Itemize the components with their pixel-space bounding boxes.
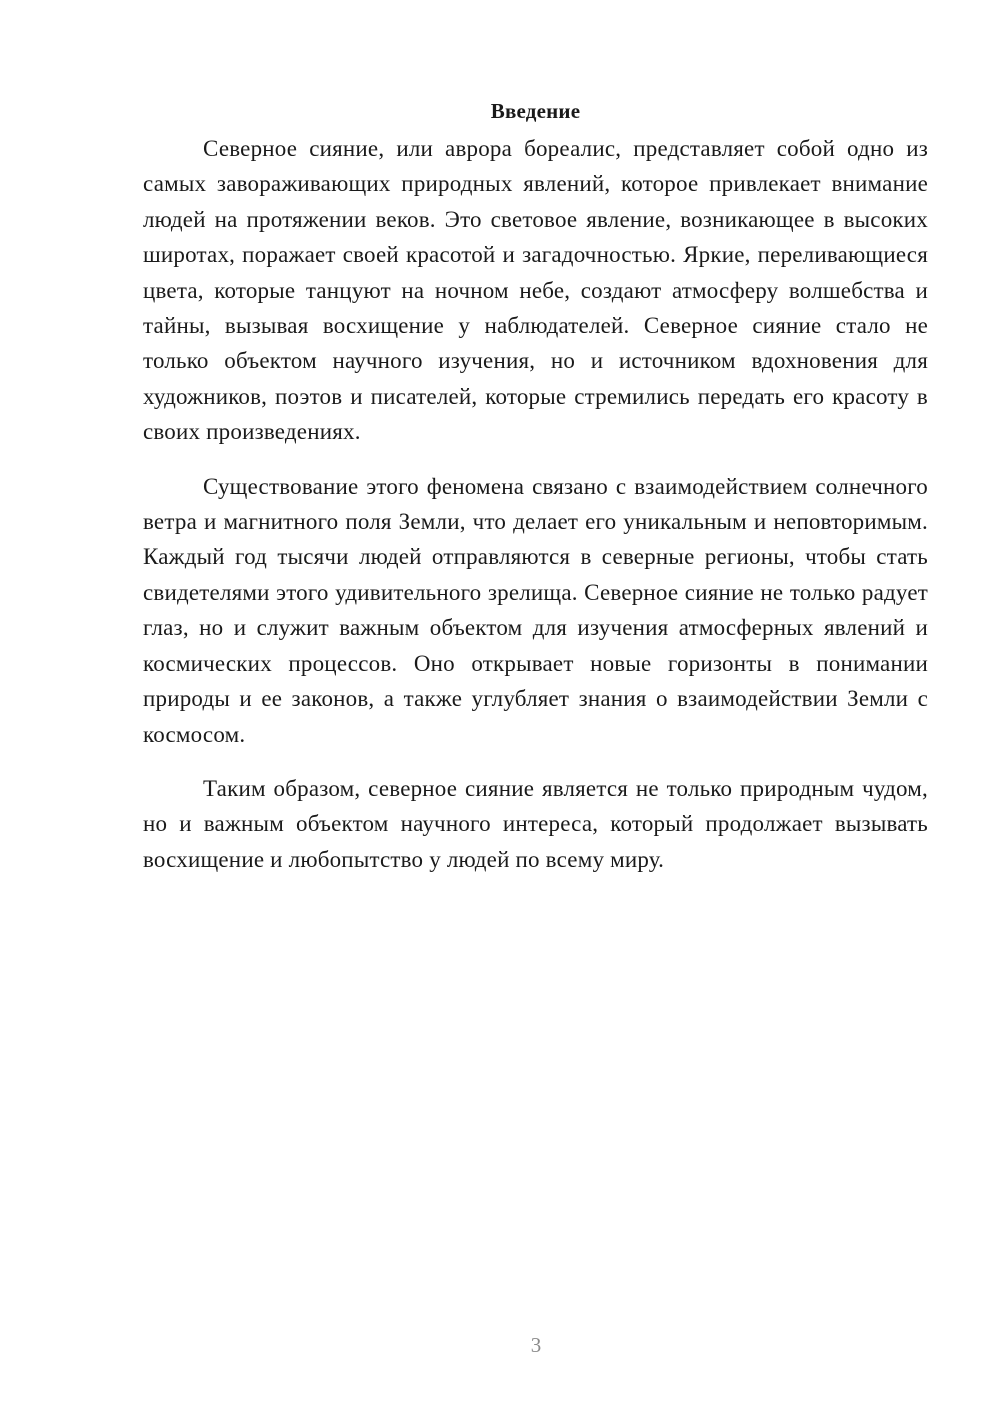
page-number: 3 [530,1333,542,1357]
paragraph-1: Северное сияние, или аврора бореалис, представляет собой одно из самых завораживающих природных явлений, которое привлекает внимание людей на протяжении веков. Это световое явление, возникающее в высоких широтах, поражает своей красотой и загадочностью. Яркие, переливающиеся цвета, которые танцуют на ночном небе, создают атмосферу волшебства и тайны, вызывая восхищение у наблюдателей. Северное сияние стало не только объектом научного изучения, но и источником вдохновения для художников, поэтов и писателей, которые стремились передать его красоту в своих произведениях. [143,136,928,445]
paragraph-2: Существование этого феномена связано с взаимодействием солнечного ветра и магнитного поля Земли, что делает его уникальным и неповторимым. Каждый год тысячи людей отправляются в северные регионы, чтобы стать свидетелями этого удивительного зрелища. Северное сияние не только радует глаз, но и служит важным объектом для изучения атмосферных явлений и космических процессов. Оно открывает новые горизонты в понимании природы и ее законов, а также углубляет знания о взаимодействии Земли с космосом. [143,473,928,747]
page-content [143,94,928,896]
section-heading: Введение [490,99,581,123]
paragraph-3: Таким образом, северное сияние является не только природным чудом, но и важным объектом научного интереса, который продолжает вызывать восхищение и любопытство у людей по всему миру. [143,775,928,872]
